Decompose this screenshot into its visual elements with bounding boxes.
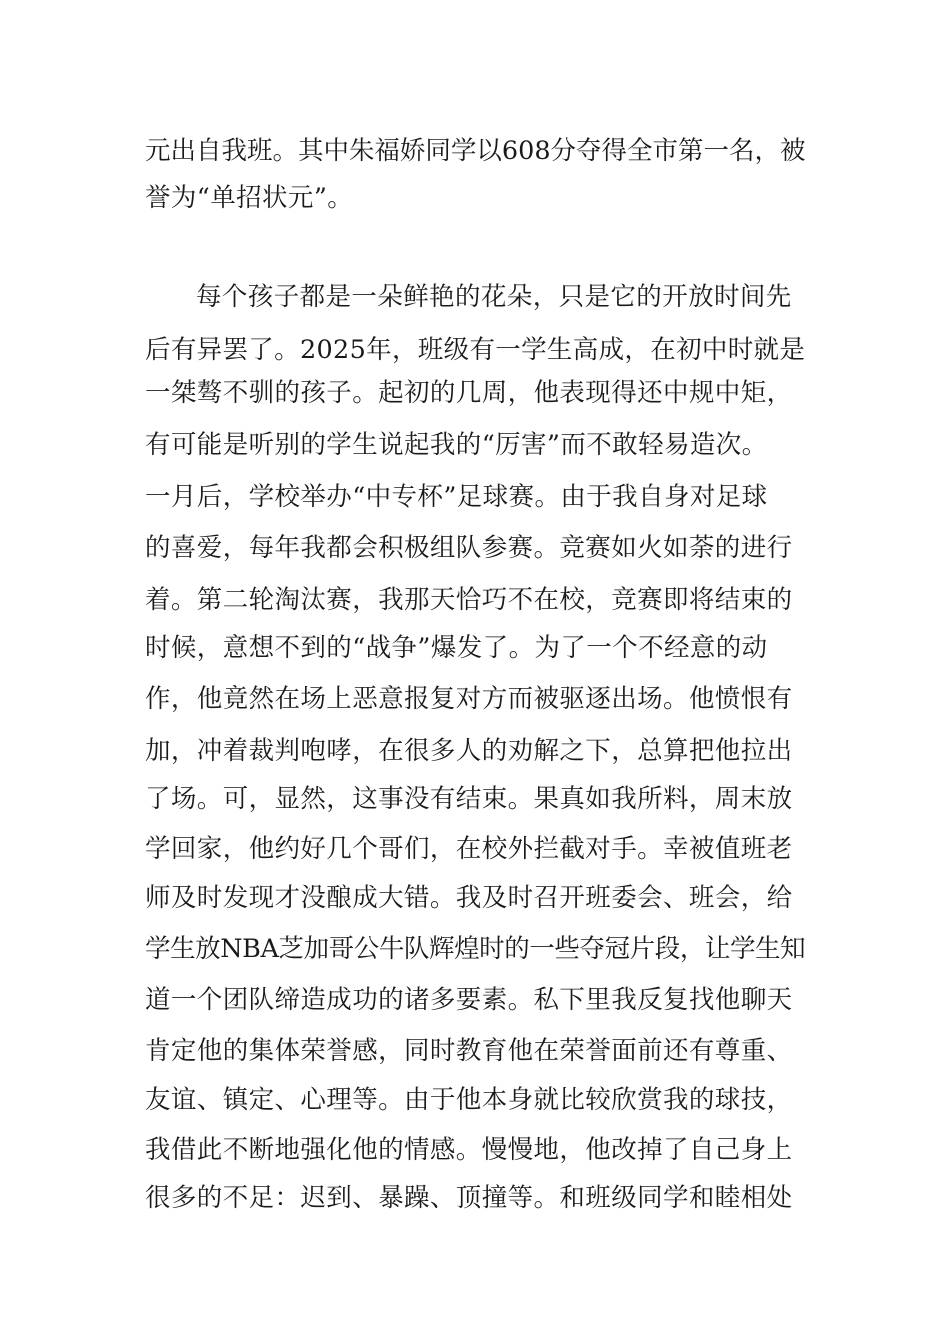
text-line: 一月后，学校举办“中专杯”足球赛。由于我自身对足球 (145, 482, 768, 512)
text-line: 道一个团队缔造成功的诸多要素。私下里我反复找他聊天 (145, 985, 793, 1015)
text-line: 作，他竟然在场上恶意报复对方而被驱逐出场。他愤恨有 (145, 684, 793, 714)
text-line: 肯定他的集体荣誉感，同时教育他在荣誉面前还有尊重、 (145, 1036, 793, 1066)
text-line: 很多的不足：迟到、暴躁、顶撞等。和班级同学和睦相处 (145, 1183, 793, 1213)
text-line: 师及时发现才没酿成大错。我及时召开班委会、班会，给 (145, 883, 793, 913)
text-line: 了场。可，显然，这事没有结束。果真如我所料，周末放 (145, 784, 793, 814)
text-line: 加，冲着裁判咆哮，在很多人的劝解之下，总算把他拉出 (145, 736, 793, 766)
text-line: 友谊、镇定、心理等。由于他本身就比较欣赏我的球技， (145, 1085, 793, 1115)
text-line: 元出自我班。其中朱福娇同学以608分夺得全市第一名，被 (145, 136, 806, 166)
text-line: 有可能是听别的学生说起我的“厉害”而不敢轻易造次。 (145, 430, 768, 460)
text-line: 学生放NBA芝加哥公牛队辉煌时的一些夺冠片段，让学生知 (145, 934, 806, 964)
text-line: 的喜爱，每年我都会积极组队参赛。竞赛如火如荼的进行 (145, 533, 793, 563)
text-line: 我借此不断地强化他的情感。慢慢地，他改掉了自己身上 (145, 1135, 793, 1165)
text-line: 时候，意想不到的“战争”爆发了。为了一个不经意的动 (145, 633, 768, 663)
text-line: 着。第二轮淘汰赛，我那天恰巧不在校，竞赛即将结束的 (145, 585, 793, 615)
text-line: 誉为“单招状元”。 (145, 183, 354, 213)
text-line: 学回家，他约好几个哥们，在校外拦截对手。幸被值班老 (145, 834, 793, 864)
text-line: 后有异罢了。2025年，班级有一学生高成，在初中时就是 (145, 335, 806, 365)
text-line-indented: 每个孩子都是一朵鲜艳的花朵，只是它的开放时间先 (196, 282, 792, 312)
text-line: 一桀骜不驯的孩子。起初的几周，他表现得还中规中矩， (145, 378, 793, 408)
